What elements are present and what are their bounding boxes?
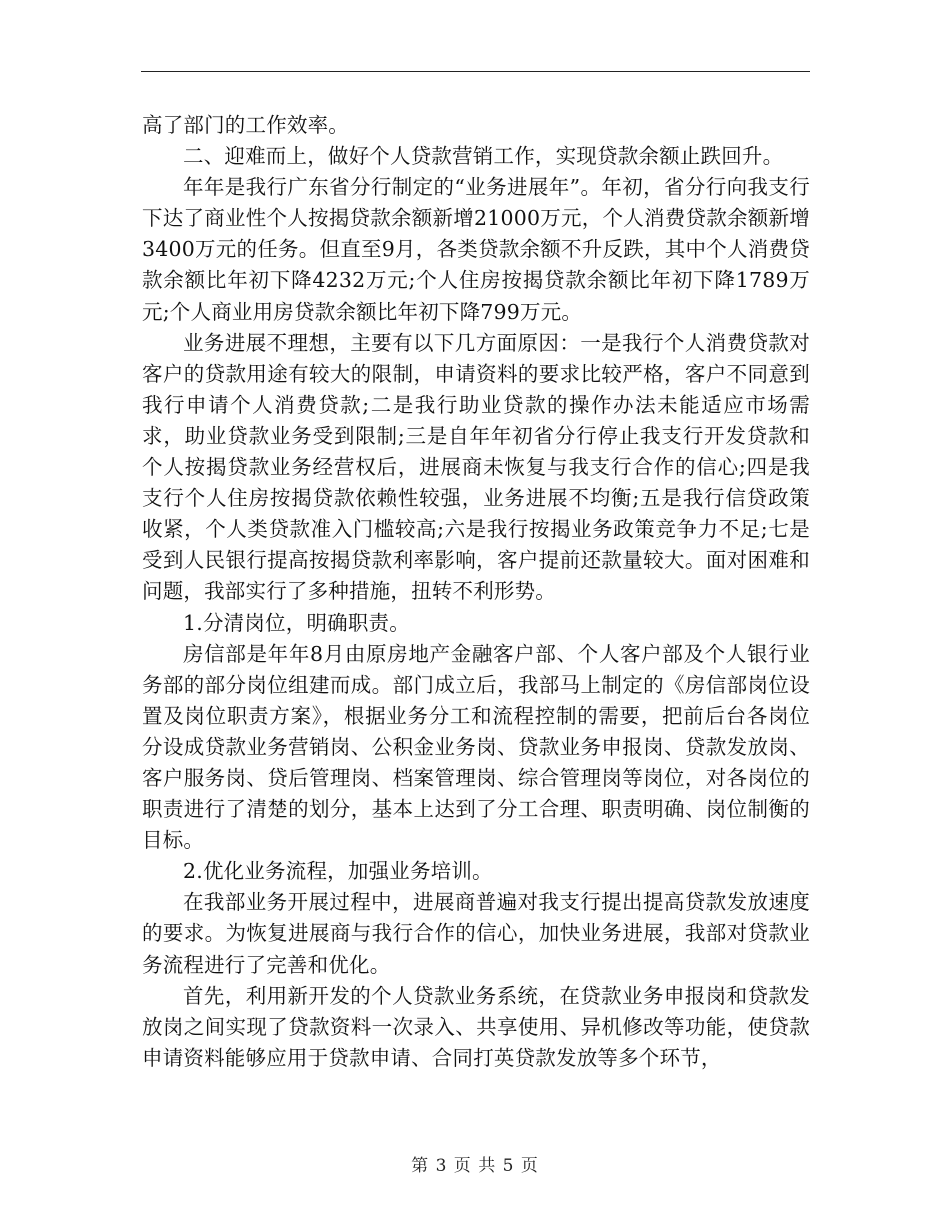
subsection-heading: 1.分清岗位，明确职责。 (183, 610, 410, 635)
document-body (142, 110, 810, 1074)
subsection-heading: 2.优化业务流程，加强业务培训。 (183, 859, 493, 884)
page-footer: 第 3 页 共 5 页 (411, 1156, 539, 1176)
paragraph: 首先，利用新开发的个人贷款业务系统，在贷款业务申报岗和贷款发放岗之间实现了贷款资料一次录入、共享使用、异机修改等功能，使贷款申请资料能够应用于贷款申请、合同打英贷款发放等多个环节， (142, 983, 810, 1070)
paragraph-continuation: 高了部门的工作效率。 (142, 113, 349, 137)
paragraph: 业务进展不理想，主要有以下几方面原因：一是我行个人消费贷款对客户的贷款用途有较大的限制，申请资料的要求比较严格，客户不同意到我行申请个人消费贷款;二是我行助业贷款的操作办法未能适应市场需求，助业贷款业务受到限制;三是自年年初省分行停止我支行开发贷款和个人按揭贷款业务经营权后，进展商未恢复与我支行合作的信心;四是我支行个人住房按揭贷款依赖性较强，业务进展不均衡;五是我行信贷政策收紧，个人类贷款准入门槛较高;六是我行按揭业务政策竞争力不足;七是受到人民银行提高按揭贷款利率影响，客户提前还款量较大。面对困难和问题，我部实行了多种措施，扭转不利形势。 (142, 330, 810, 604)
section-heading: 二、迎难而上，做好个人贷款营销工作，实现贷款余额止跌回升。 (183, 144, 784, 169)
paragraph: 年年是我行广东省分行制定的“业务进展年”。年初，省分行向我支行下达了商业性个人按揭贷款余额新增21000万元，个人消费贷款余额新增3400万元的任务。但直至9月，各类贷款余额不升反跌，其中个人消费贷款余额比年初下降4232万元;个人住房按揭贷款余额比年初下降1789万元;个人商业用房贷款余额比年初下降799万元。 (142, 175, 810, 324)
paragraph: 房信部是年年8月由原房地产金融客户部、个人客户部及个人银行业务部的部分岗位组建而成。部门成立后，我部马上制定的《房信部岗位设置及岗位职责方案》，根据业务分工和流程控制的需要，把前后台各岗位分设成贷款业务营销岗、公积金业务岗、贷款业务申报岗、贷款发放岗、客户服务岗、贷后管理岗、档案管理岗、综合管理岗等岗位，对各岗位的职责进行了清楚的划分，基本上达到了分工合理、职责明确、岗位制衡的目标。 (142, 641, 810, 853)
header-rule (141, 71, 810, 72)
paragraph: 在我部业务开展过程中，进展商普遍对我支行提出提高贷款发放速度的要求。为恢复进展商与我行合作的信心，加快业务进展，我部对贷款业务流程进行了完善和优化。 (142, 890, 810, 977)
